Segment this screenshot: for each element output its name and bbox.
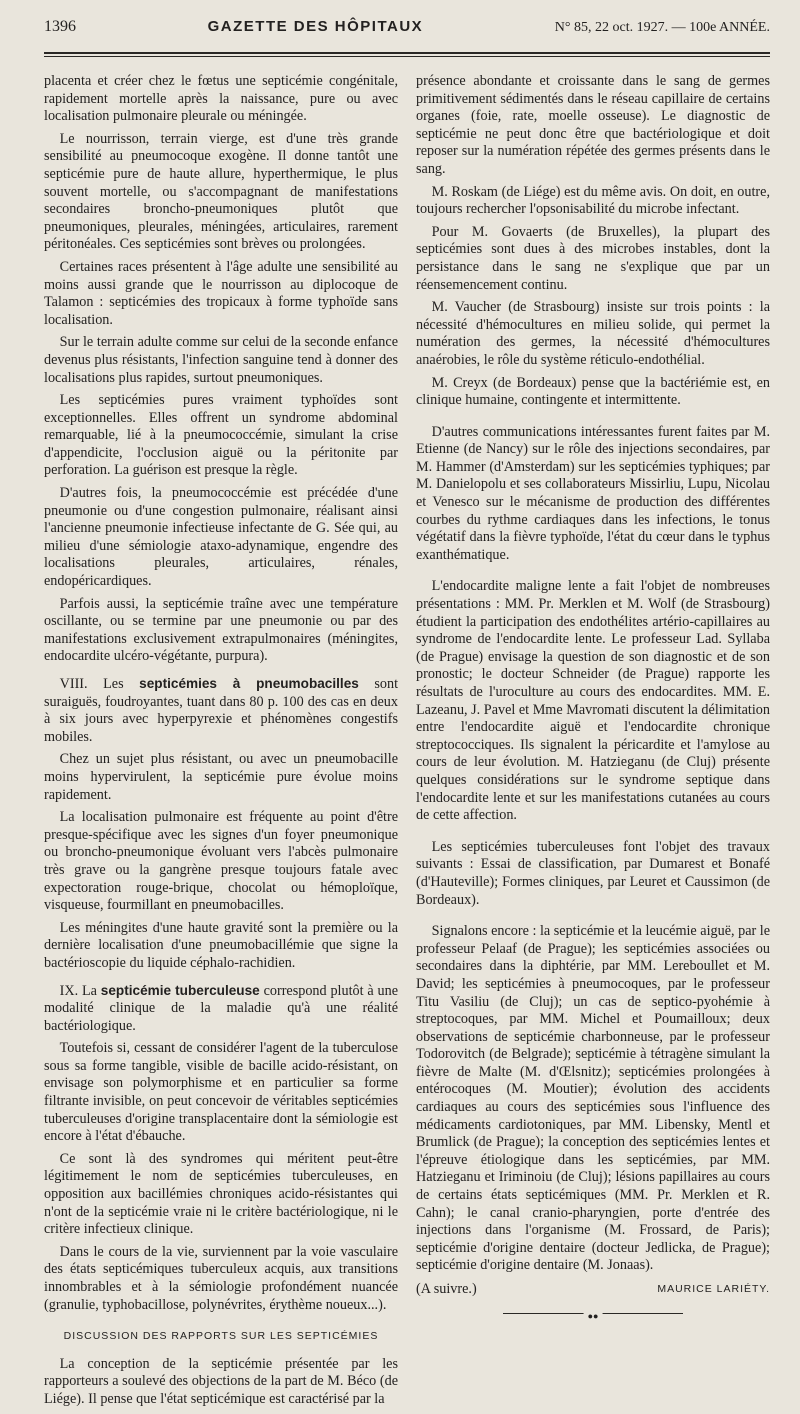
paragraph: Chez un sujet plus résistant, ou avec un pneumobacille moins hypervirulent, la septicémie pure évolue moins rapidement.: [44, 751, 398, 803]
paragraph: placenta et créer chez le fœtus une septicémie congénitale, rapidement mortelle après la naissance, pure ou avec localisation pulmonaire pleurale ou méningée.: [44, 73, 398, 125]
paragraph: L'endocardite maligne lente a fait l'objet de nombreuses présentations : MM. Pr. Merklen et M. Wolf (de Strasbourg) étudient la participation des endothélites artério-capillaires au syndrome de l'endocardite lente. Le professeur Lad. Syllaba (de Prague) envisage la question de son diagnostic et de son pronostic; le docteur Schneider (de Prague) rapporte les résultats de l'uroculture au cours des endocardites. MM. E. Lazeanu, J. Pavel et Mme Mavromati discutent la délimitation entre l'endocardite aiguë et l'endocardite chronique streptococciques. Ils signalent la péricardite et l'amylose au cours de leur évolution. M. Hatzieganu (de Cluj) présente quelques considérations sur le syndrome septique dans l'endocardite lente et sur les manifestations cutanées au cours de cette affection.: [416, 578, 770, 824]
section-heading: septicémie tuberculeuse: [100, 982, 260, 998]
paragraph: M. Roskam (de Liége) est du même avis. On doit, en outre, toujours rechercher l'opsonisabilité du microbe infectant.: [416, 183, 770, 218]
section-number: IX. La: [59, 982, 97, 999]
section-ix: [44, 982, 398, 1036]
paragraph: présence abondante et croissante dans le sang de germes primitivement sédimentés dans le réseau capillaire de certains organes (foie, rate, moelle osseuse). Le diagnostic de septicémie ne peut donc être que bactériologique et doit reposer sur la numération répétée des germes présents dans le sang.: [416, 73, 770, 177]
paragraph: Les méningites d'une haute gravité sont la première ou la dernière localisation d'une pneumobacillémie que signe la bactérioscopie du liquide céphalo-rachidien.: [44, 919, 398, 971]
issue-info: N° 85, 22 oct. 1927. — 100e ANNÉE.: [554, 20, 770, 35]
paragraph: Certaines races présentent à l'âge adulte une sensibilité au moins aussi grande que le nourrisson au diplocoque de Talamon : septicémies des tropicaux à forme typhoïde sans localisation.: [44, 258, 398, 328]
paragraph: D'autres communications intéressantes furent faites par M. Etienne (de Nancy) sur le rôle des injections secondaires, par M. Hammer (d'Amsterdam) sur les septicémies typhiques; par M. Danielopolu et ses collaborateurs Missirliu, Lupu, Nicolau et Venesco sur le mécanisme de production des différentes courbes du rythme cardiaques dans les infections, le tonus végétatif dans la fièvre typhoïde, l'état du cœur dans le typhus exanthématique.: [416, 423, 770, 563]
section-text: sont suraiguës, foudroyantes, tuant dans 80 p. 100 des cas en deux à six jours avec hyperpyrexie et phénomènes congestifs mobiles.: [44, 676, 399, 745]
paragraph: D'autres fois, la pneumococcémie est précédée d'une pneumonie ou d'une congestion pulmonaire, réalisant ainsi l'ancienne pneumonie infectieuse infectante de G. Sée qui, au milieu d'une sémiologie ataxo-adynamique, engendre des localisations pleurales, articulaires, rénales, endopéricardiques.: [44, 485, 398, 590]
to-be-continued: (A suivre.): [416, 1281, 477, 1297]
page-number: 1396: [44, 18, 76, 35]
paragraph: Les septicémies pures vraiment typhoïdes sont exceptionnelles. Elles offrent un syndrome abdominal remarquable, lié à la pneumococcémie, simulant la crise d'appendicite, l'occlusion aiguë ou la péritonite par perforation. La guérison est presque la règle.: [44, 392, 398, 479]
paragraph: Dans le cours de la vie, surviennent par la voie vasculaire des états septicémiques tuberculeux acquis, aux transitions innombrables et à la sémiologie profondément nuancée (granulie, typhobacillose, polynévrites, érythème noueux...).: [44, 1243, 398, 1313]
section-viii: [44, 675, 398, 746]
end-rule: [503, 1310, 683, 1321]
paragraph: Le nourrisson, terrain vierge, est d'une très grande sensibilité au pneumocoque exogène. Il donne tantôt une septicémie pure de haute allure, hyperthermique, le plus souvent mortelle, ou s'accompagnant de manifestations secondaires broncho-pneumoniques plutôt que pneumoniques, pleurales, méningées, articulaires, rarement péritonéales. Ces septicémies sont brèves ou prolongées.: [44, 130, 398, 253]
paragraph: Sur le terrain adulte comme sur celui de la seconde enfance devenus plus résistants, l'infection sanguine tend à donner des localisations plus rapides, surtout pneumoniques.: [44, 334, 398, 386]
paragraph: Pour M. Govaerts (de Bruxelles), la plupart des septicémies sont dues à des microbes instables, dont la persistance dans le sang ne s'explique que par un réensemencement continu.: [416, 223, 770, 293]
header-rule: [44, 52, 770, 57]
section-text: correspond plutôt à une modalité clinique de la maladie qu'à une réalité bactériologique.: [44, 982, 399, 1034]
paragraph: Toutefois si, cessant de considérer l'agent de la tuberculose sous sa forme tangible, visible de bacille acido-résistant, on envisage son polymorphisme et en particulier sa forme filtrante invisible, on peut concevoir de véritables septicémies tuberculeuses d'origine transplacentaire dont la sémiologie est encore à l'état d'ébauche.: [44, 1040, 398, 1145]
section-heading: septicémies à pneumobacilles: [139, 676, 359, 691]
left-column: [44, 73, 398, 1414]
paragraph: Parfois aussi, la septicémie traîne avec une température oscillante, ou se termine par une pneumonie ou par des manifestations exclusivement extrapulmonaires (méningites, endocardite ulcéro-végétante, purpura).: [44, 595, 398, 665]
paragraph: Les septicémies tuberculeuses font l'objet des travaux suivants : Essai de classification, par Dumarest et Bonafé (d'Hauteville); Formes cliniques, par Leuret et Caussimon (de Bordeaux).: [416, 838, 770, 908]
section-number: VIII. Les: [59, 676, 124, 692]
article-columns: [44, 73, 770, 1414]
article-footer: [416, 1281, 770, 1299]
paragraph: M. Creyx (de Bordeaux) pense que la bactériémie est, en clinique humaine, contingente et intermittente.: [416, 374, 770, 409]
discussion-subheading: DISCUSSION DES RAPPORTS SUR LES SEPTICÉMIES: [63, 1330, 379, 1343]
journal-title: GAZETTE DES HÔPITAUX: [207, 18, 424, 35]
paragraph: La conception de la septicémie présentée par les rapporteurs a soulevé des objections de la part de M. Béco (de Liége). Il pense que l'état septicémique est caractérisé par la: [44, 1355, 398, 1407]
paragraph: Signalons encore : la septicémie et la leucémie aiguë, par le professeur Pelaaf (de Prague); les septicémies associées ou secondaires dans la diphtérie, par MM. Lereboullet et M. David; les septicémies à pneumocoques, par le professeur Titu Vasiliu (de Cluj); un cas de septico-pyohémie à streptocoques, par MM. Michel et Poumailloux; deux observations de septicémie charbonneuse, par le professeur Todorovitch (de Belgrade); septicémie à tétragène simulant la fièvre de Malte (M. d'Œlsnitz); septicémies prolongées à entérocoques (M. Moutier); évolution des accidents cardiaques au cours des septicémies sous l'influence des médicaments cardiotoniques, par MM. Libensky, Mentl et Brumlick (de Prague); la conception des septicémies lentes et l'épreuve étiologique dans les septicémies, par MM. Hatzieganu et Iriminoiu (de Cluj); lésions papillaires au cours de certains états septicémiques (MM. Pr. Merklen et R. Cahn); le canal cranio-pharyngien, porte d'entrée des injections dans l'organisme (M. Frossard, de Paris); septicémie d'origine dentaire (docteur Jedlicka, de Prague); septicémie d'origine dentaire (M. Jonaas).: [416, 923, 770, 1274]
author-signature: MAURICE LARIÉTY.: [657, 1283, 770, 1295]
paragraph: La localisation pulmonaire est fréquente au point d'être presque-spécifique avec les signes d'un foyer pneumonique ou broncho-pneumonique évoluant vers l'abcès pulmonaire très grave ou la gangrène presque toujours fatale avec expectoration rouge-brique, chocolat ou hémoploïque, visqueuse, fourmillant en pneumobacilles.: [44, 809, 398, 914]
ornament-icon: ●●: [584, 1308, 603, 1326]
paragraph: M. Vaucher (de Strasbourg) insiste sur trois points : la nécessité d'hémocultures en milieu solide, qui permet la numération des germes, la nécessité d'hémocultures anaérobies, le rôle du système réticulo-endothélial.: [416, 299, 770, 368]
page-header: [44, 18, 770, 44]
right-column: [416, 73, 770, 1414]
paragraph: Ce sont là des syndromes qui méritent peut-être légitimement le nom de septicémies tuberculeuses, en opposition aux bacillémies chroniques acido-résistantes qui n'ont de la septicémie vraie ni le critère bactériologique, ni le critère infectieux clinique.: [44, 1150, 398, 1238]
